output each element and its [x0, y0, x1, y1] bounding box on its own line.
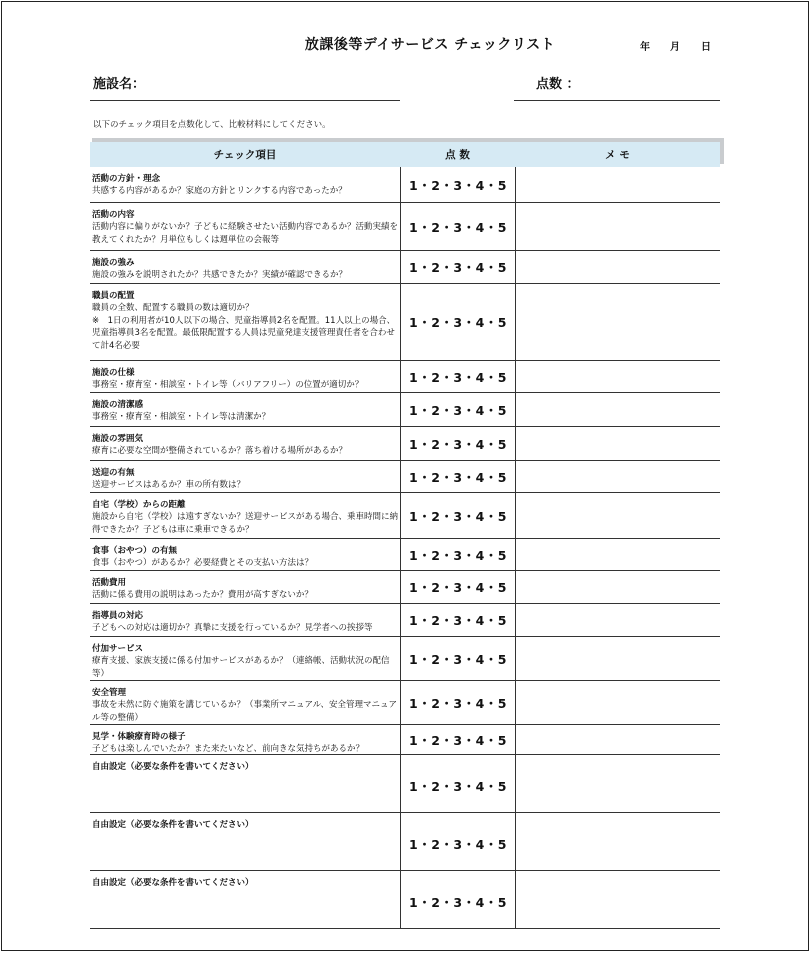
check-item-title: 活動の方針・理念 — [92, 174, 161, 184]
score-options[interactable]: 1・2・3・4・5 — [401, 284, 516, 360]
check-item-description: 送迎サービスはあるか？車の所有数は？ — [92, 480, 246, 490]
memo-field[interactable] — [516, 167, 720, 202]
facility-name-field[interactable] — [90, 100, 400, 101]
check-item-cell — [90, 681, 401, 724]
table-row — [90, 755, 720, 813]
check-item-cell — [90, 604, 401, 636]
check-item-description: 施設から自宅（学校）は遠すぎないか？送迎サービスがある場合、乗車時間に納得できたか？子どもは車に乗車できるか？ — [92, 512, 399, 535]
check-item-title: 自由設定（必要な条件を書いてください） — [92, 762, 254, 772]
check-item-cell — [90, 539, 401, 570]
check-item-cell — [90, 167, 401, 202]
score-options[interactable]: 1・2・3・4・5 — [401, 361, 516, 392]
check-item-description: 療育に必要な空間が整備されているか？落ち着ける場所があるか？ — [92, 446, 348, 456]
check-item-description: 共感する内容があるか？家庭の方針とリンクする内容であったか？ — [92, 186, 347, 196]
table-header — [90, 142, 720, 167]
check-item-description: ※ 1日の利用者が10人以下の場合、児童指導員2名を配置。11人以上の場合、児童指導員3名を配置。最低限配置する人員は児童発達支援管理責任者を合わせて計4名必要 — [92, 315, 396, 351]
score-options[interactable]: 1・2・3・4・5 — [401, 725, 516, 754]
table-row — [90, 393, 720, 427]
memo-field[interactable] — [516, 571, 720, 603]
memo-field[interactable] — [516, 284, 720, 360]
check-item-title: 活動の内容 — [92, 210, 135, 220]
score-options[interactable]: 1・2・3・4・5 — [401, 637, 516, 680]
score-options[interactable]: 1・2・3・4・5 — [401, 251, 516, 283]
score-options[interactable]: 1・2・3・4・5 — [401, 681, 516, 724]
checklist-table — [90, 167, 720, 929]
check-item-description: 療育支援、家族支援に係る付加サービスがあるか？（連絡帳、活動状況の配信等） — [92, 656, 390, 679]
check-item-title: 指導員の対応 — [92, 611, 144, 621]
total-score-label: 点数 ： — [536, 77, 580, 92]
check-item-description: 子どもは楽しんでいたか？また来たいなど、前向きな気持ちがあるか？ — [92, 744, 365, 754]
score-options[interactable]: 1・2・3・4・5 — [401, 493, 516, 538]
check-item-title: 自由設定（必要な条件を書いてください） — [92, 820, 254, 830]
table-row — [90, 361, 720, 393]
memo-field[interactable] — [516, 725, 720, 754]
table-row — [90, 571, 720, 604]
memo-field[interactable] — [516, 203, 720, 250]
score-options[interactable]: 1・2・3・4・5 — [401, 427, 516, 460]
check-item-title: 自宅（学校）からの距離 — [92, 500, 186, 510]
check-item-title: 活動費用 — [92, 578, 127, 588]
memo-field[interactable] — [516, 461, 720, 492]
table-row — [90, 604, 720, 637]
table-row — [90, 251, 720, 284]
date-month-label: 月 — [670, 42, 680, 53]
memo-field[interactable] — [516, 361, 720, 392]
memo-field[interactable] — [516, 393, 720, 426]
memo-field[interactable] — [516, 637, 720, 680]
check-item-title: 付加サービス — [92, 644, 144, 654]
table-row — [90, 427, 720, 461]
check-item-cell — [90, 637, 401, 680]
check-item-description: 食事（おやつ）があるか？必要経費とその支払い方法は？ — [92, 558, 314, 568]
score-options[interactable]: 1・2・3・4・5 — [401, 604, 516, 636]
memo-field[interactable] — [516, 251, 720, 283]
page-title: 放課後等デイサービス チェックリスト — [304, 37, 556, 53]
facility-name-label: 施設名： — [93, 77, 146, 92]
check-item-cell — [90, 393, 401, 426]
check-item-description: 活動に係る費用の説明はあったか？費用が高すぎないか？ — [92, 590, 313, 600]
check-item-description: 事務室・療育室・相談室・トイレ等（バリアフリー）の位置が適切か？ — [92, 380, 364, 390]
memo-field[interactable] — [516, 604, 720, 636]
check-item-title: 見学・体験療育時の様子 — [92, 732, 186, 742]
check-item-cell — [90, 871, 401, 928]
score-options[interactable]: 1・2・3・4・5 — [401, 755, 516, 812]
header-memo: メ モ — [605, 149, 630, 161]
header-check-item: チェック項目 — [213, 149, 277, 161]
table-row — [90, 813, 720, 871]
date-year-label: 年 — [640, 42, 650, 53]
check-item-description: 活動内容に偏りがないか？子どもに経験させたい活動内容であるか？活動実績を教えてくれたか？月単位もしくは週単位の会報等 — [92, 222, 399, 245]
table-row — [90, 681, 720, 725]
check-item-title: 自由設定（必要な条件を書いてください） — [92, 878, 254, 888]
score-options[interactable]: 1・2・3・4・5 — [401, 813, 516, 870]
check-item-cell — [90, 461, 401, 492]
table-row — [90, 284, 720, 361]
check-item-description: 事故を未然に防ぐ施策を講じているか？（事業所マニュアル、安全管理マニュアル等の整備） — [92, 700, 397, 723]
check-item-cell — [90, 427, 401, 460]
check-item-cell — [90, 813, 401, 870]
memo-field[interactable] — [516, 427, 720, 460]
score-options[interactable]: 1・2・3・4・5 — [401, 461, 516, 492]
check-item-cell — [90, 725, 401, 754]
memo-field[interactable] — [516, 755, 720, 812]
check-item-title: 施設の清潔感 — [92, 400, 144, 410]
check-item-cell — [90, 203, 401, 250]
table-row — [90, 637, 720, 681]
table-row — [90, 493, 720, 539]
memo-field[interactable] — [516, 681, 720, 724]
header-score: 点 数 — [445, 149, 470, 161]
check-item-title: 送迎の有無 — [92, 468, 135, 478]
check-item-cell — [90, 284, 401, 360]
total-score-field[interactable] — [514, 100, 720, 101]
score-options[interactable]: 1・2・3・4・5 — [401, 571, 516, 603]
score-options[interactable]: 1・2・3・4・5 — [401, 167, 516, 202]
check-item-cell — [90, 493, 401, 538]
check-item-cell — [90, 571, 401, 603]
check-item-title: 施設の強み — [92, 258, 135, 268]
check-item-title: 職員の配置 — [92, 291, 135, 301]
check-item-title: 安全管理 — [92, 688, 127, 698]
memo-field[interactable] — [516, 493, 720, 538]
check-item-description: 子どもへの対応は適切か？真摯に支援を行っているか？見学者への挨拶等 — [92, 623, 373, 633]
table-row — [90, 871, 720, 929]
table-row — [90, 203, 720, 251]
check-item-title: 食事（おやつ）の有無 — [92, 546, 178, 556]
check-item-description: 職員の全数、配置する職員の数は適切か？ — [92, 303, 254, 313]
table-row — [90, 167, 720, 203]
memo-field[interactable] — [516, 871, 720, 928]
check-item-title: 施設の仕様 — [92, 368, 135, 378]
check-item-cell — [90, 361, 401, 392]
check-item-cell — [90, 755, 401, 812]
table-row — [90, 725, 720, 755]
check-item-description: 事務室・療育室・相談室・トイレ等は清潔か？ — [92, 412, 271, 422]
memo-field[interactable] — [516, 813, 720, 870]
memo-field[interactable] — [516, 539, 720, 570]
score-options[interactable]: 1・2・3・4・5 — [401, 871, 516, 928]
score-options[interactable]: 1・2・3・4・5 — [401, 539, 516, 570]
date-day-label: 日 — [701, 42, 711, 53]
instruction-text: 以下のチェック項目を点数化して、比較材料にしてください。 — [93, 120, 331, 130]
score-options[interactable]: 1・2・3・4・5 — [401, 203, 516, 250]
check-item-description: 施設の強みを説明されたか？共感できたか？実績が確認できるか？ — [92, 270, 348, 280]
check-item-cell — [90, 251, 401, 283]
table-row — [90, 539, 720, 571]
check-item-title: 施設の雰囲気 — [92, 434, 144, 444]
score-options[interactable]: 1・2・3・4・5 — [401, 393, 516, 426]
table-row — [90, 461, 720, 493]
